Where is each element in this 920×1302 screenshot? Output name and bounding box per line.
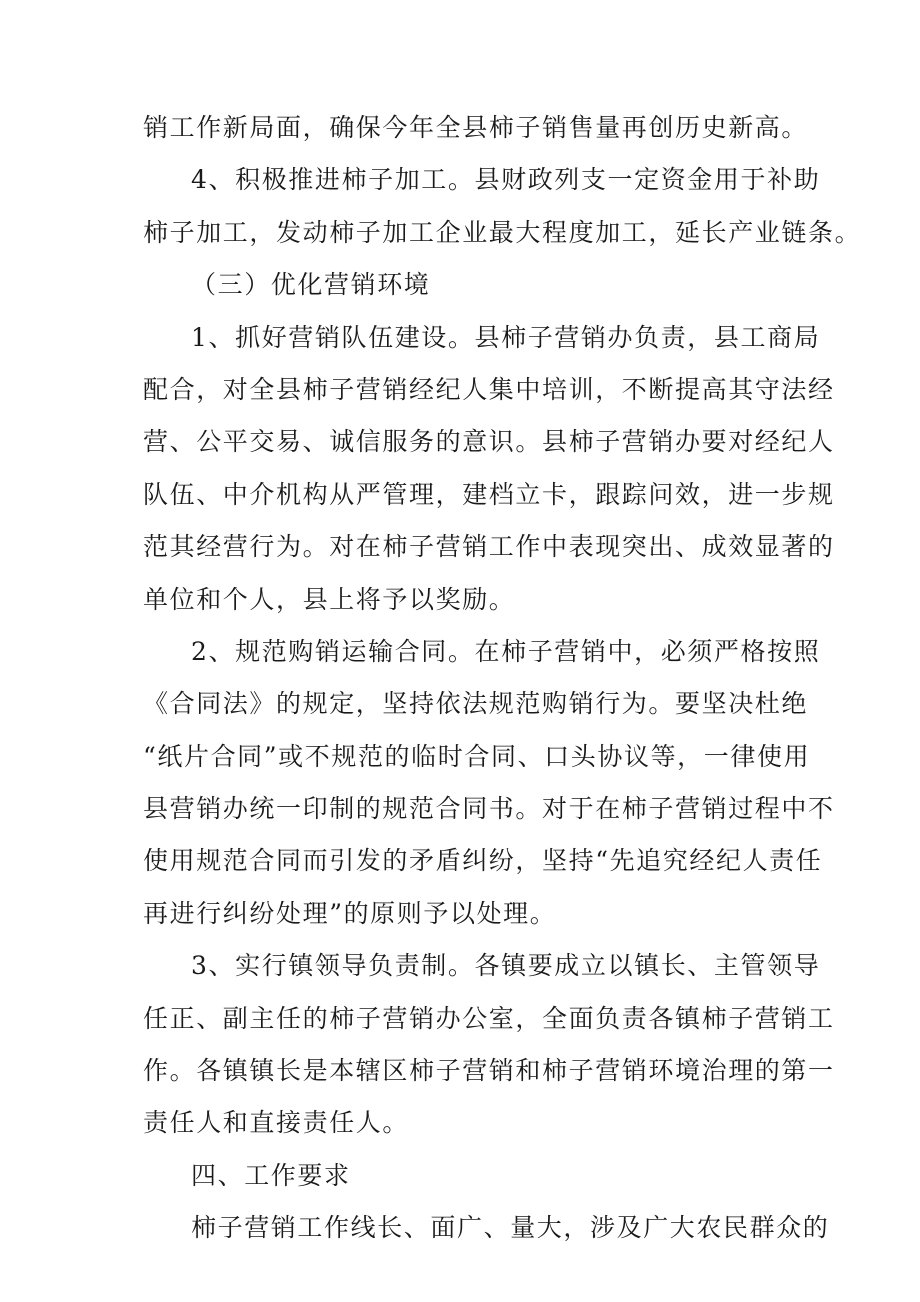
text-line: 队伍、中介机构从严管理，建档立卡，跟踪问效，进一步规	[143, 479, 835, 509]
text-line: 任正、副主任的柿子营销办公室，全面负责各镇柿子营销工	[143, 1003, 835, 1033]
text-line: 使用规范合同而引发的矛盾纠纷，坚持“先追究经纪人责任	[143, 846, 823, 876]
text-line: 营、公平交易、诚信服务的意识。县柿子营销办要对经纪人	[143, 427, 835, 457]
text-line: 柿子加工，发动柿子加工企业最大程度加工，延长产业链条。	[143, 217, 862, 247]
text-line: 责任人和直接责任人。	[143, 1108, 410, 1138]
text-line: 县营销办统一印制的规范合同书。对于在柿子营销过程中不	[143, 794, 835, 824]
text-line: 《合同法》的规定，坚持依法规范购销行为。要坚决杜绝	[143, 689, 809, 719]
text-line: 柿子营销工作线长、面广、量大，涉及广大农民群众的	[191, 1213, 830, 1243]
text-line: 单位和个人，县上将予以奖励。	[143, 584, 516, 614]
section-heading: 四、工作要求	[191, 1160, 351, 1190]
text-line: 配合，对全县柿子营销经纪人集中培训，不断提高其守法经	[143, 374, 835, 404]
text-line: 再进行纠纷处理”的原则予以处理。	[143, 898, 557, 928]
text-line: 1、抓好营销队伍建设。县柿子营销办负责，县工商局	[191, 322, 821, 352]
text-line: 2、规范购销运输合同。在柿子营销中，必须严格按照	[191, 636, 821, 666]
text-line: 范其经营行为。对在柿子营销工作中表现突出、成效显著的	[143, 532, 835, 562]
text-line: “纸片合同”或不规范的临时合同、口头协议等，一律使用	[143, 741, 811, 771]
text-line: 销工作新局面，确保今年全县柿子销售量再创历史新高。	[143, 113, 809, 142]
document-body	[143, 102, 862, 1255]
text-line: 作。各镇镇长是本辖区柿子营销和柿子营销环境治理的第一	[143, 1056, 835, 1086]
text-line: 3、实行镇领导负责制。各镇要成立以镇长、主管领导	[191, 951, 821, 981]
text-line: 4、积极推进柿子加工。县财政列支一定资金用于补助	[191, 165, 821, 195]
section-heading: （三）优化营销环境	[191, 270, 431, 300]
